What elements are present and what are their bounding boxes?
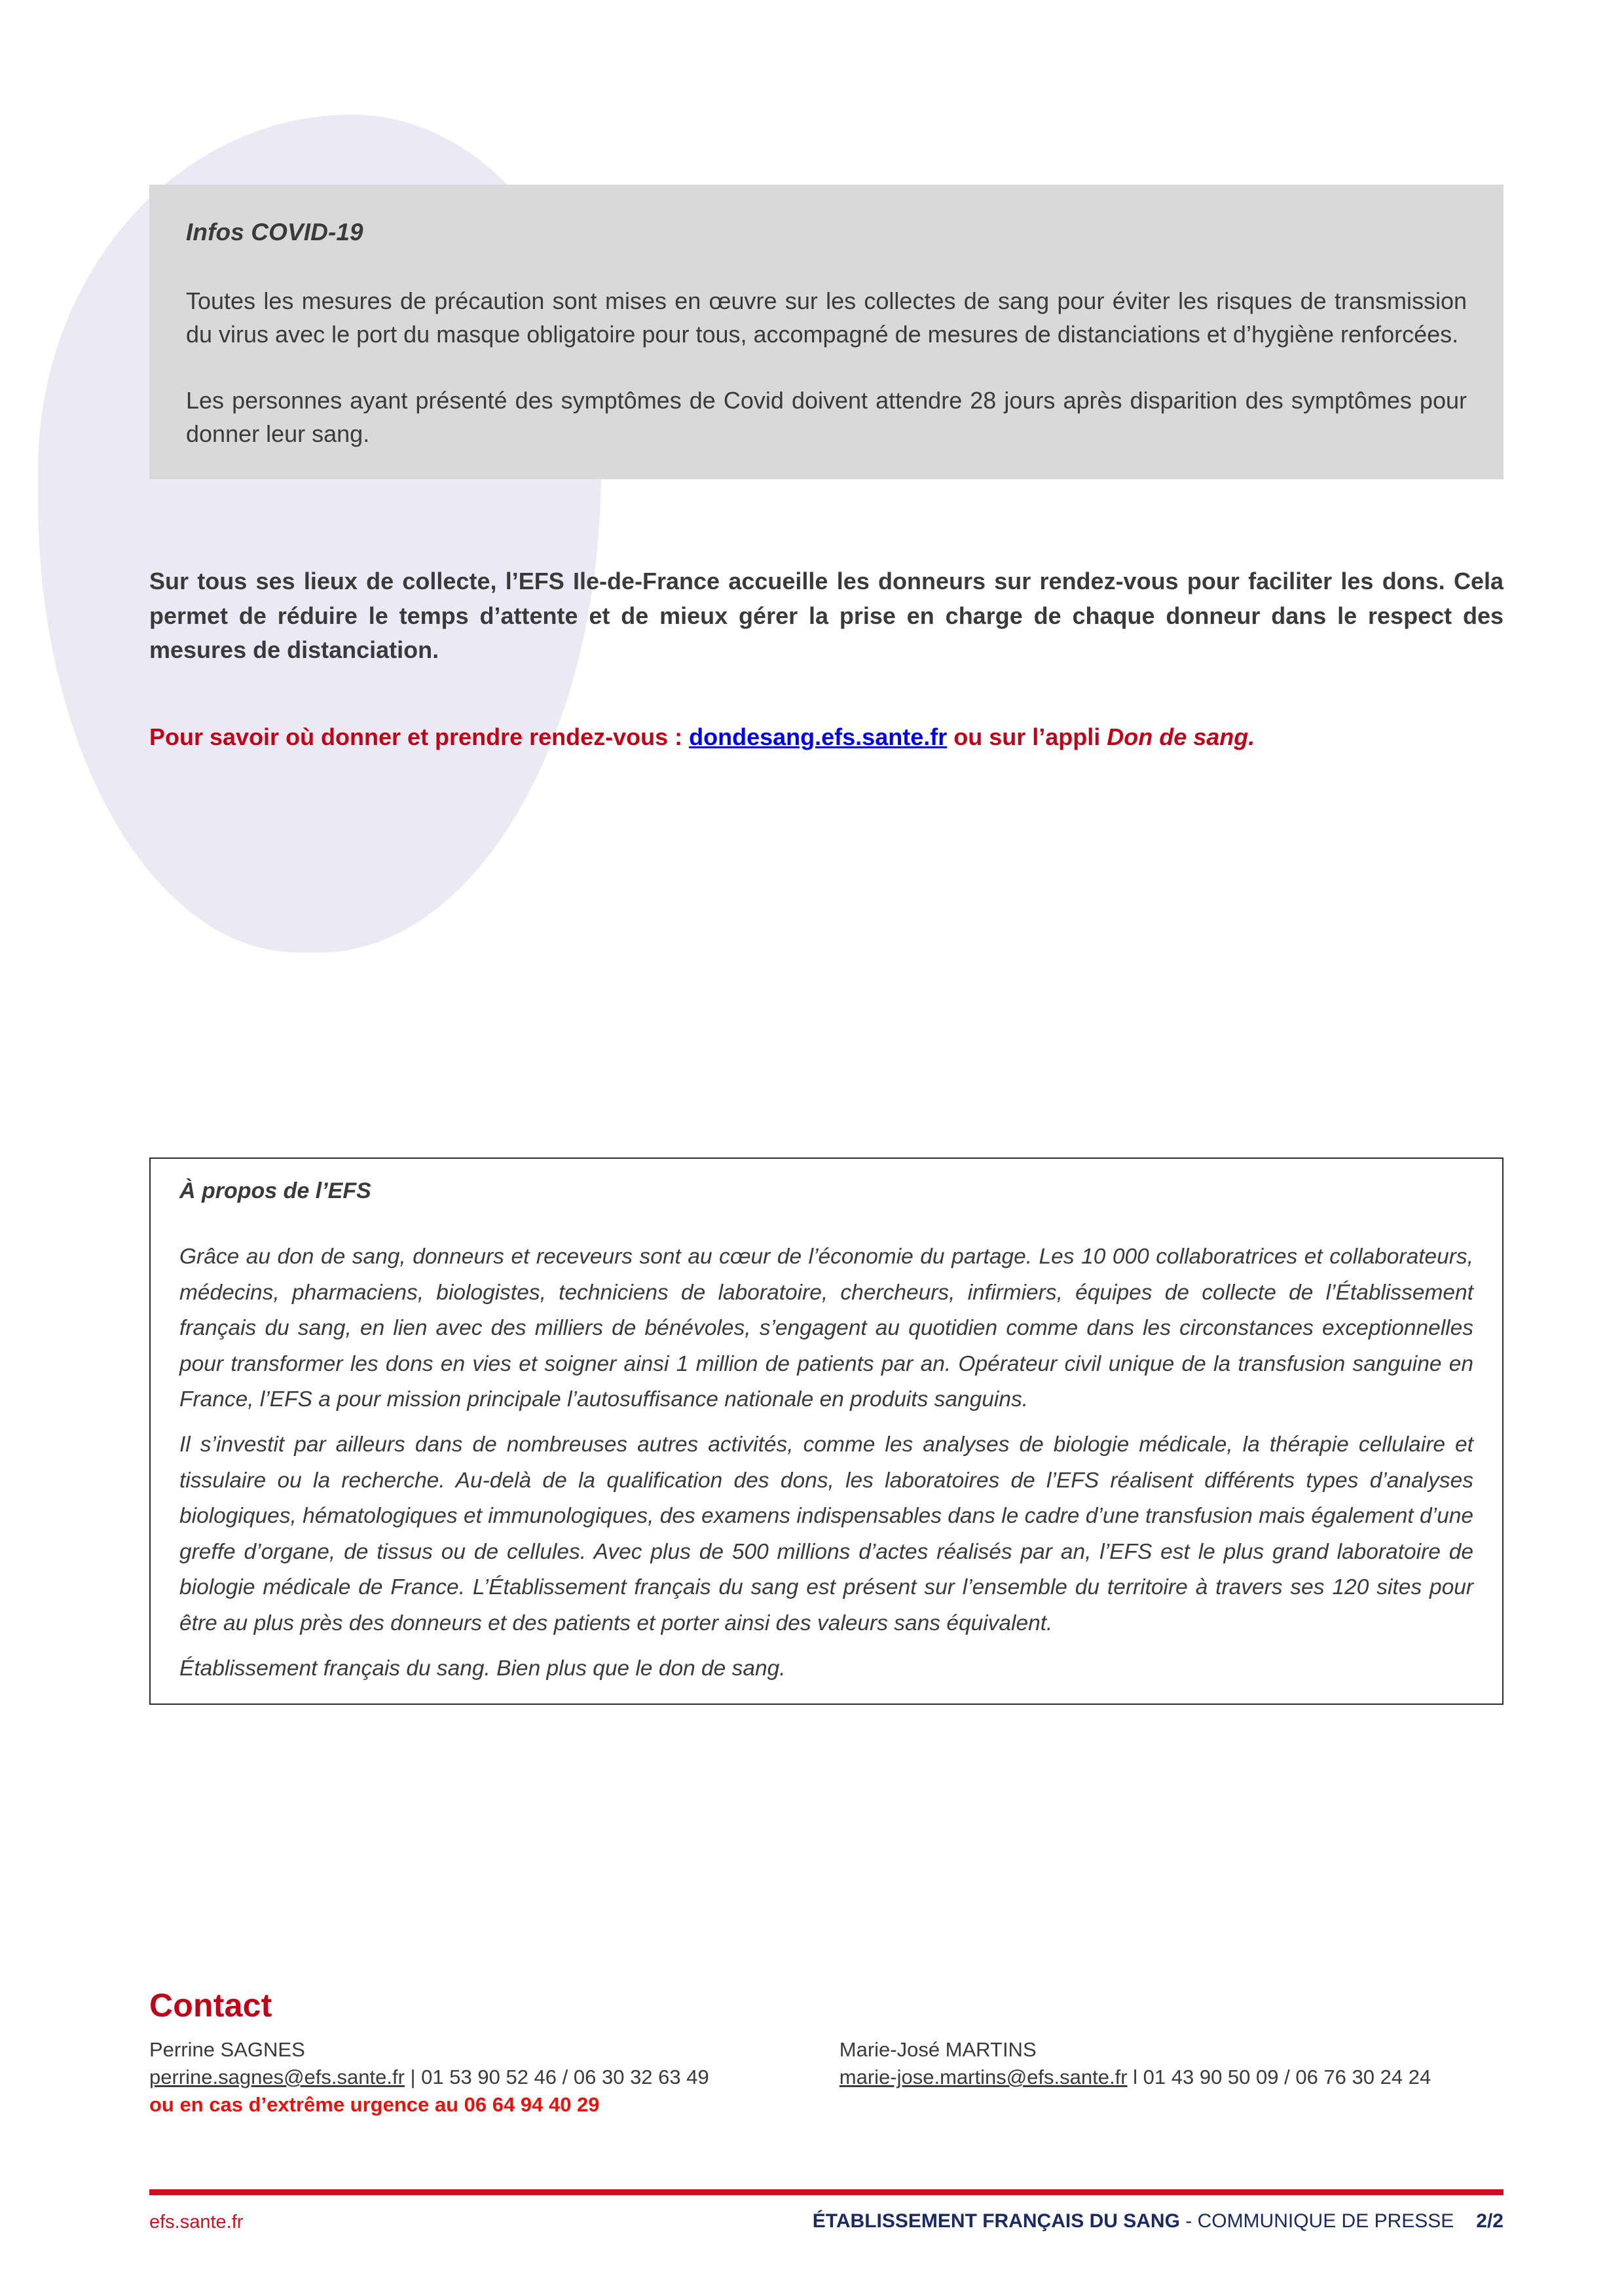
about-efs-paragraph-1: Grâce au don de sang, donneurs et receveurs sont au cœur de l’économie du partage. Les 10 000 collaboratrices et collaborateurs, médecins, pharmaciens, biologistes, techniciens de laboratoire, chercheurs, infirmiers, équipes de collecte de l’Établissement français du sang, en lien avec des milliers de bénévoles, s’engagent au quotidien comme dans les circonstances exceptionnelles pour transformer les dons en vies et soigner ainsi 1 million de patients par an. Opérateur civil unique de la transfusion sanguine en France, l’EFS a pour mission principale l’autosuffisance nationale en produits sanguins. xyxy=(179,1245,1473,1412)
footer-divider-rule xyxy=(149,2189,1504,2195)
footer-page-number: 2/2 xyxy=(1476,2210,1504,2232)
footer-doc-type: - COMMUNIQUE DE PRESSE xyxy=(1179,2210,1454,2232)
page-footer xyxy=(149,2208,1504,2247)
cta-app-name: Don de sang. xyxy=(1107,723,1255,750)
about-efs-title: À propos de l’EFS xyxy=(179,1178,371,1203)
contact-section xyxy=(149,1986,1504,2119)
contact-email-phone-line xyxy=(840,2064,1504,2091)
contact-email-link[interactable]: perrine.sagnes@efs.sante.fr xyxy=(149,2066,405,2089)
contact-name: Marie-José MARTINS xyxy=(839,2038,1037,2061)
footer-organization: ÉTABLISSEMENT FRANÇAIS DU SANG xyxy=(812,2210,1180,2232)
cta-prefix-text: Pour savoir où donner et prendre rendez-vous : xyxy=(149,723,690,750)
contact-columns xyxy=(149,2036,1504,2119)
covid-info-box xyxy=(149,185,1504,479)
covid-info-paragraph-1: Toutes les mesures de précaution sont mises en œuvre sur les collectes de sang pour éviter les risques de transmission du virus avec le port du masque obligatoire pour tous, accompagné de mesures de distanciations et d’hygiène renforcées. xyxy=(186,287,1467,348)
contact-email-phone-line xyxy=(149,2064,826,2091)
cta-middle-text: ou sur l’appli xyxy=(947,723,1107,750)
covid-info-title: Infos COVID-19 xyxy=(186,219,363,246)
about-efs-closing-line: Établissement français du sang. Bien plus que le don de sang. xyxy=(179,1656,786,1681)
contact-name: Perrine SAGNES xyxy=(149,2038,305,2061)
contact-phones: | 01 53 90 52 46 / 06 30 32 63 49 xyxy=(404,2066,709,2089)
contact-person-2 xyxy=(826,2036,1504,2119)
contact-phones: l 01 43 90 50 09 / 06 76 30 24 24 xyxy=(1127,2066,1431,2089)
contact-person-1 xyxy=(149,2036,826,2119)
footer-meta xyxy=(813,2210,1504,2232)
lead-paragraph: Sur tous ses lieux de collecte, l’EFS Ile-de-France accueille les donneurs sur rendez-vous pour faciliter les dons. Cela permet de réduire le temps d’attente et de mieux gérer la prise en charge de chaque donneur dans le respect des mesures de distanciation. xyxy=(149,568,1504,664)
dondesang-link[interactable]: dondesang.efs.sante.fr xyxy=(689,723,948,750)
contact-emergency-line: ou en cas d’extrême urgence au 06 64 94 40 29 xyxy=(149,2093,600,2117)
call-to-action-paragraph xyxy=(149,720,1504,755)
contact-heading: Contact xyxy=(149,1987,272,2024)
footer-website: efs.sante.fr xyxy=(149,2212,244,2232)
about-efs-box xyxy=(149,1157,1504,1705)
covid-info-paragraph-2: Les personnes ayant présenté des symptômes de Covid doivent attendre 28 jours après disparition des symptômes pour donner leur sang. xyxy=(186,387,1467,448)
about-efs-paragraph-2: Il s’investit par ailleurs dans de nombreuses autres activités, comme les analyses de biologie médicale, la thérapie cellulaire et tissulaire ou la recherche. Au-delà de la qualification des dons, les laboratoires de l’EFS réalisent différents types d’analyses biologiques, hématologiques et immunologiques, des examens indispensables dans le cadre d’une transfusion mais également d’une greffe d’organe, de tissus ou de cellules. Avec plus de 500 millions d’actes réalisés par an, l’EFS est le plus grand laboratoire de biologie médicale de France. L’Établissement français du sang est présent sur l’ensemble du territoire à travers ses 120 sites pour être au plus près des donneurs et des patients et porter ainsi des valeurs sans équivalent. xyxy=(179,1432,1473,1635)
contact-email-link[interactable]: marie-jose.martins@efs.sante.fr xyxy=(839,2066,1128,2089)
